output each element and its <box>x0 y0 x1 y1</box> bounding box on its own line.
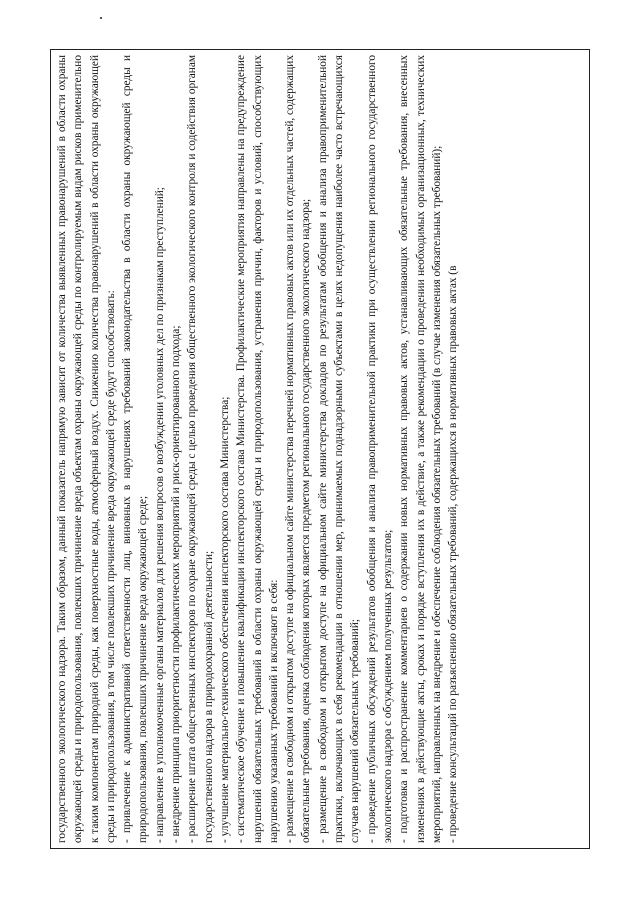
list-item: - подготовка и распространение комментариев о содержании новых нормативных правовых актов, устанавливающих обязательные требования, внесенных изменениях в действующие акты, сроках и порядке вступления их в действие, а также рекомендации о проведении необходимых организационных, технических мероприятий, направленных на внедрение и обеспечение соблюдения обязательных требований (в случае изменения обязательных требований); <box>398 55 443 843</box>
list-item: - размещение в свободном и открытом доступе на официальном сайте министерства перечней нормативных правовых актов или их отдельных частей, содержащих обязательные требования, оценка соблюдения которых является предметом регионального государственного экологического надзора; <box>284 55 313 843</box>
list-item: - расширение штата общественных инспекторов по охране окружающей среды с целью проведения общественного экологического контроля и содействия органам государственного надзора в природоохранной деятельности; <box>186 55 215 843</box>
list-item: - проведение консультаций по разъяснению обязательных требований, содержащихся в нормативных правовых актах (в <box>447 265 460 843</box>
paragraph-intro: государственного экологического надзора. Таким образом, данный показатель напрямую зависит от количества выявленных правонарушений в области охраны окружающей среды и природопользования, повлекших причинение вреда объектам охраны окружающей среды по контролируемым видам рисков применительно к таким компонентам природной среды, как поверхностные воды, атмосферный воздух. Снижению количества правонарушений в области охраны окружающей среды и природопользования, в том числе повлекших причинение вреда окружающей среде будут способствовать: <box>56 55 117 843</box>
list-item: - внедрение принципа приоритетности профилактических мероприятий и риск-ориентированного подхода; <box>170 325 183 843</box>
list-item: - размещение в свободном и открытом доступе на официальном сайте министерства докладов по результатам обобщения и анализа правоприменительной практики, включающих в себя рекомендации в отношении мер, принимаемых поднадзорными субъектами в целях недопущения наиболее часто встречающихся случаев нарушений обязательных требований; <box>316 55 362 843</box>
document-text-frame <box>50 49 590 849</box>
list-item: - систематическое обучение и повышение квалификации инспекторского состава Министерства. Профилактические мероприятия направлены на предупреждение нарушений обязательных требований в области охраны окружающей среды и природопользования, устранения причин, факторов и условий, способствующих нарушению указанных требований и включают в себя: <box>235 55 280 843</box>
scan-speck <box>100 17 102 19</box>
list-item: - направление в уполномоченные органы материалов для решения вопросов о возбуждении уголовных дел по признакам преступлений; <box>153 187 166 843</box>
list-item: - привлечение к административной ответственности лиц, виновных в нарушениях требований законодательства в области охраны окружающей среды и природопользования, повлекших причинение вреда окружающей среде; <box>121 55 150 843</box>
list-item: - улучшение материально-технического обеспечения инспекторского состава Министерства; <box>218 396 231 843</box>
list-item: - проведение публичных обсуждений результатов обобщения и анализа правоприменительной практики при осуществлении регионального государственного экологического надзора с обсуждением полученных результатов; <box>365 55 394 843</box>
